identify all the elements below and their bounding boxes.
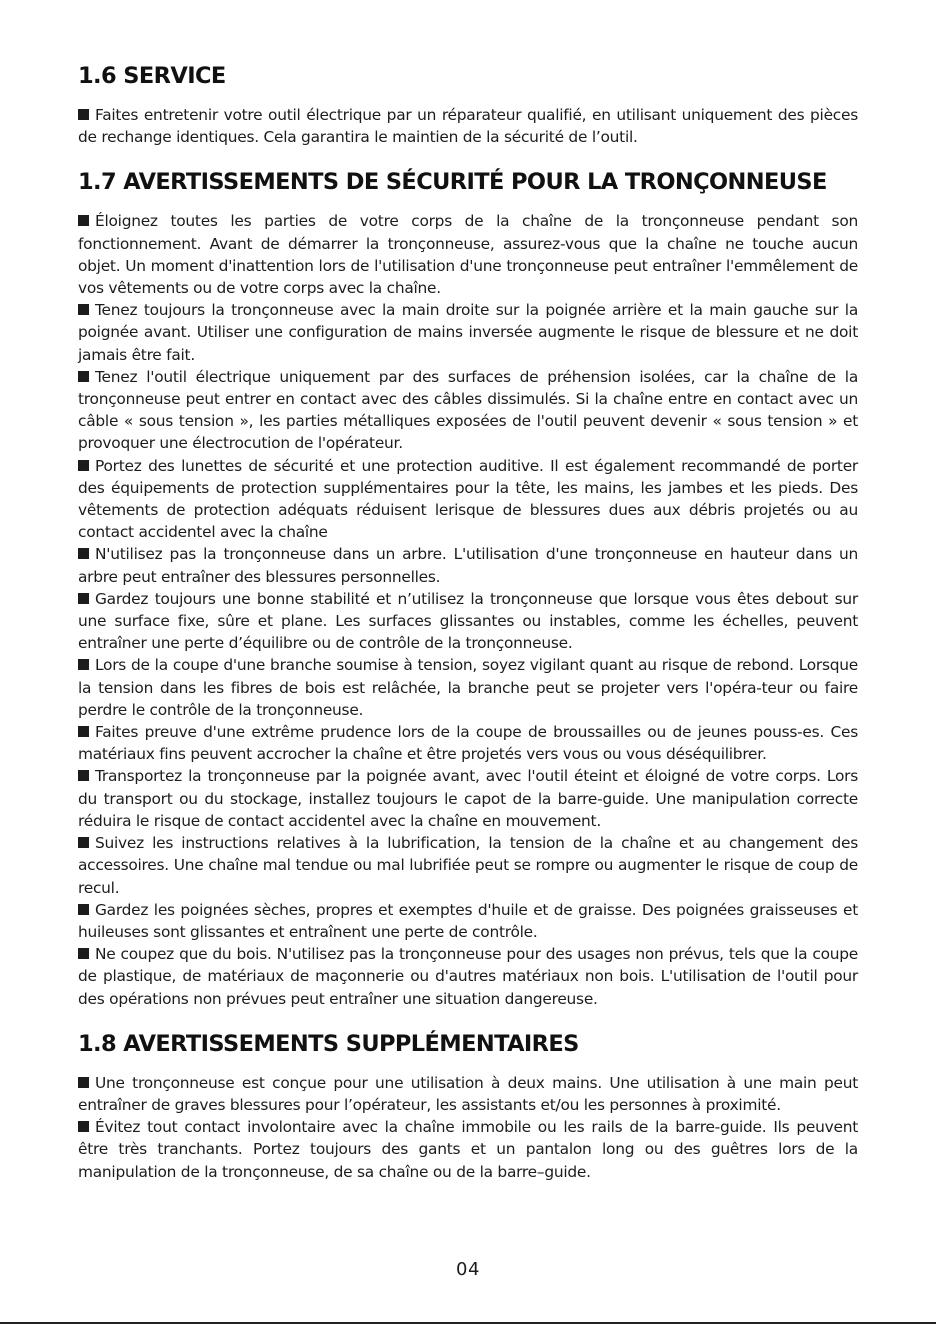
square-bullet-icon	[78, 215, 89, 226]
list-item	[78, 1072, 858, 1116]
square-bullet-icon	[78, 1121, 89, 1132]
list-item	[78, 832, 858, 899]
section-items	[78, 210, 858, 1009]
list-item-text: Faites preuve d'une extrême prudence lors de la coupe de broussailles ou de jeunes pouss-es. Ces matériaux fins peuvent accrocher la chaîne et être projetés vers vous ou vous déséquilibrer.	[78, 723, 858, 764]
list-item	[78, 366, 858, 455]
list-item-text: Portez des lunettes de sécurité et une protection auditive. Il est également recommandé de porter des équipements de protection supplémentaires pour la tête, les mains, les jambes et les pieds. Des vêtements de protection adéquats réduisent lerisque de blessures dues aux débris projetés ou au contact accidentel avec la chaîne	[78, 456, 858, 542]
square-bullet-icon	[78, 548, 89, 559]
list-item	[78, 943, 858, 1010]
section-service	[78, 62, 858, 148]
square-bullet-icon	[78, 659, 89, 670]
list-item	[78, 1116, 858, 1183]
page-number: 04	[456, 1259, 480, 1280]
list-item	[78, 654, 858, 721]
list-item-text: Transportez la tronçonneuse par la poignée avant, avec l'outil éteint et éloigné de votre corps. Lors du transport ou du stockage, installez toujours le capot de la barre-guide. Une manipulation correcte réduira le risque de contact accidentel avec la chaîne en mouvement.	[78, 767, 858, 830]
list-item-text: Tenez l'outil électrique uniquement par des surfaces de préhension isolées, car la chaîne de la tronçonneuse peut entrer en contact avec des câbles dissimulés. Si la chaîne entre en contact avec un câble « sous tension », les parties métalliques exposées de l'outil peuvent devenir « sous tension » et provoquer une électrocution de l'opérateur.	[78, 367, 858, 453]
square-bullet-icon	[78, 837, 89, 848]
list-item-text: Tenez toujours la tronçonneuse avec la main droite sur la poignée arrière et la main gauche sur la poignée avant. Utiliser une configuration de mains inversée augmente le risque de blessure et ne doit jamais être fait.	[78, 301, 858, 364]
square-bullet-icon	[78, 1077, 89, 1088]
list-item	[78, 543, 858, 587]
list-item-text: Lors de la coupe d'une branche soumise à tension, soyez vigilant quant au risque de rebond. Lorsque la tension dans les fibres de bois est relâchée, la branche peut se projeter vers l'opéra-teur ou faire perdre le contrôle de la tronçonneuse.	[78, 656, 858, 719]
section-chainsaw-safety-warnings	[78, 168, 858, 1009]
section-items	[78, 104, 858, 148]
square-bullet-icon	[78, 904, 89, 915]
list-item	[78, 588, 858, 655]
list-item-text: N'utilisez pas la tronçonneuse dans un arbre. L'utilisation d'une tronçonneuse en hauteur dans un arbre peut entraîner des blessures personnelles.	[78, 545, 858, 586]
manual-page	[78, 62, 858, 1203]
list-item	[78, 210, 858, 299]
section-title: 1.7 AVERTISSEMENTS DE SÉCURITÉ POUR LA TRONÇONNEUSE	[78, 169, 827, 196]
square-bullet-icon	[78, 593, 89, 604]
square-bullet-icon	[78, 109, 89, 120]
list-item	[78, 455, 858, 544]
square-bullet-icon	[78, 948, 89, 959]
list-item-text: Faites entretenir votre outil électrique par un réparateur qualifié, en utilisant uniquement des pièces de rechange identiques. Cela garantira le maintien de la sécurité de l’outil.	[78, 106, 858, 147]
list-item	[78, 899, 858, 943]
section-title: 1.8 AVERTISSEMENTS SUPPLÉMENTAIRES	[78, 1030, 579, 1057]
section-items	[78, 1072, 858, 1183]
list-item	[78, 104, 858, 148]
list-item	[78, 765, 858, 832]
list-item-text: Gardez les poignées sèches, propres et exemptes d'huile et de graisse. Des poignées graisseuses et huileuses sont glissantes et entraînent une perte de contrôle.	[78, 900, 858, 941]
section-additional-warnings	[78, 1030, 858, 1183]
section-title: 1.6 SERVICE	[78, 63, 226, 89]
square-bullet-icon	[78, 726, 89, 737]
list-item	[78, 299, 858, 366]
list-item-text: Évitez tout contact involontaire avec la chaîne immobile ou les rails de la barre-guide. Ils peuvent être très tranchants. Portez toujours des gants et un pantalon long ou des guêtres lors de la manipulation de la tronçonneuse, de sa chaîne ou de la barre–guide.	[78, 1118, 858, 1181]
list-item	[78, 721, 858, 765]
square-bullet-icon	[78, 460, 89, 471]
square-bullet-icon	[78, 371, 89, 382]
list-item-text: Éloignez toutes les parties de votre corps de la chaîne de la tronçonneuse pendant son fonctionnement. Avant de démarrer la tronçonneuse, assurez-vous que la chaîne ne touche aucun objet. Un moment d'inattention lors de l'utilisation d'une tronçonneuse peut entraîner l'emmêlement de vos vêtements ou de votre corps avec la chaîne.	[78, 212, 858, 298]
list-item-text: Gardez toujours une bonne stabilité et n’utilisez la tronçonneuse que lorsque vous êtes debout sur une surface fixe, sûre et plane. Les surfaces glissantes ou instables, comme les échelles, peuvent entraîner une perte d’équilibre ou de contrôle de la tronçonneuse.	[78, 589, 858, 653]
square-bullet-icon	[78, 770, 89, 781]
list-item-text: Ne coupez que du bois. N'utilisez pas la tronçonneuse pour des usages non prévus, tels que la coupe de plastique, de matériaux de maçonnerie ou d'autres matériaux non bois. L'utilisation de l'outil pour des opérations non prévues peut entraîner une situation dangereuse.	[78, 945, 858, 1008]
list-item-text: Suivez les instructions relatives à la lubrification, la tension de la chaîne et au changement des accessoires. Une chaîne mal tendue ou mal lubrifiée peut se rompre ou augmenter le risque de coup de recul.	[78, 834, 858, 897]
list-item-text: Une tronçonneuse est conçue pour une utilisation à deux mains. Une utilisation à une main peut entraîner de graves blessures pour l’opérateur, les assistants et/ou les personnes à proximité.	[78, 1073, 858, 1114]
square-bullet-icon	[78, 304, 89, 315]
